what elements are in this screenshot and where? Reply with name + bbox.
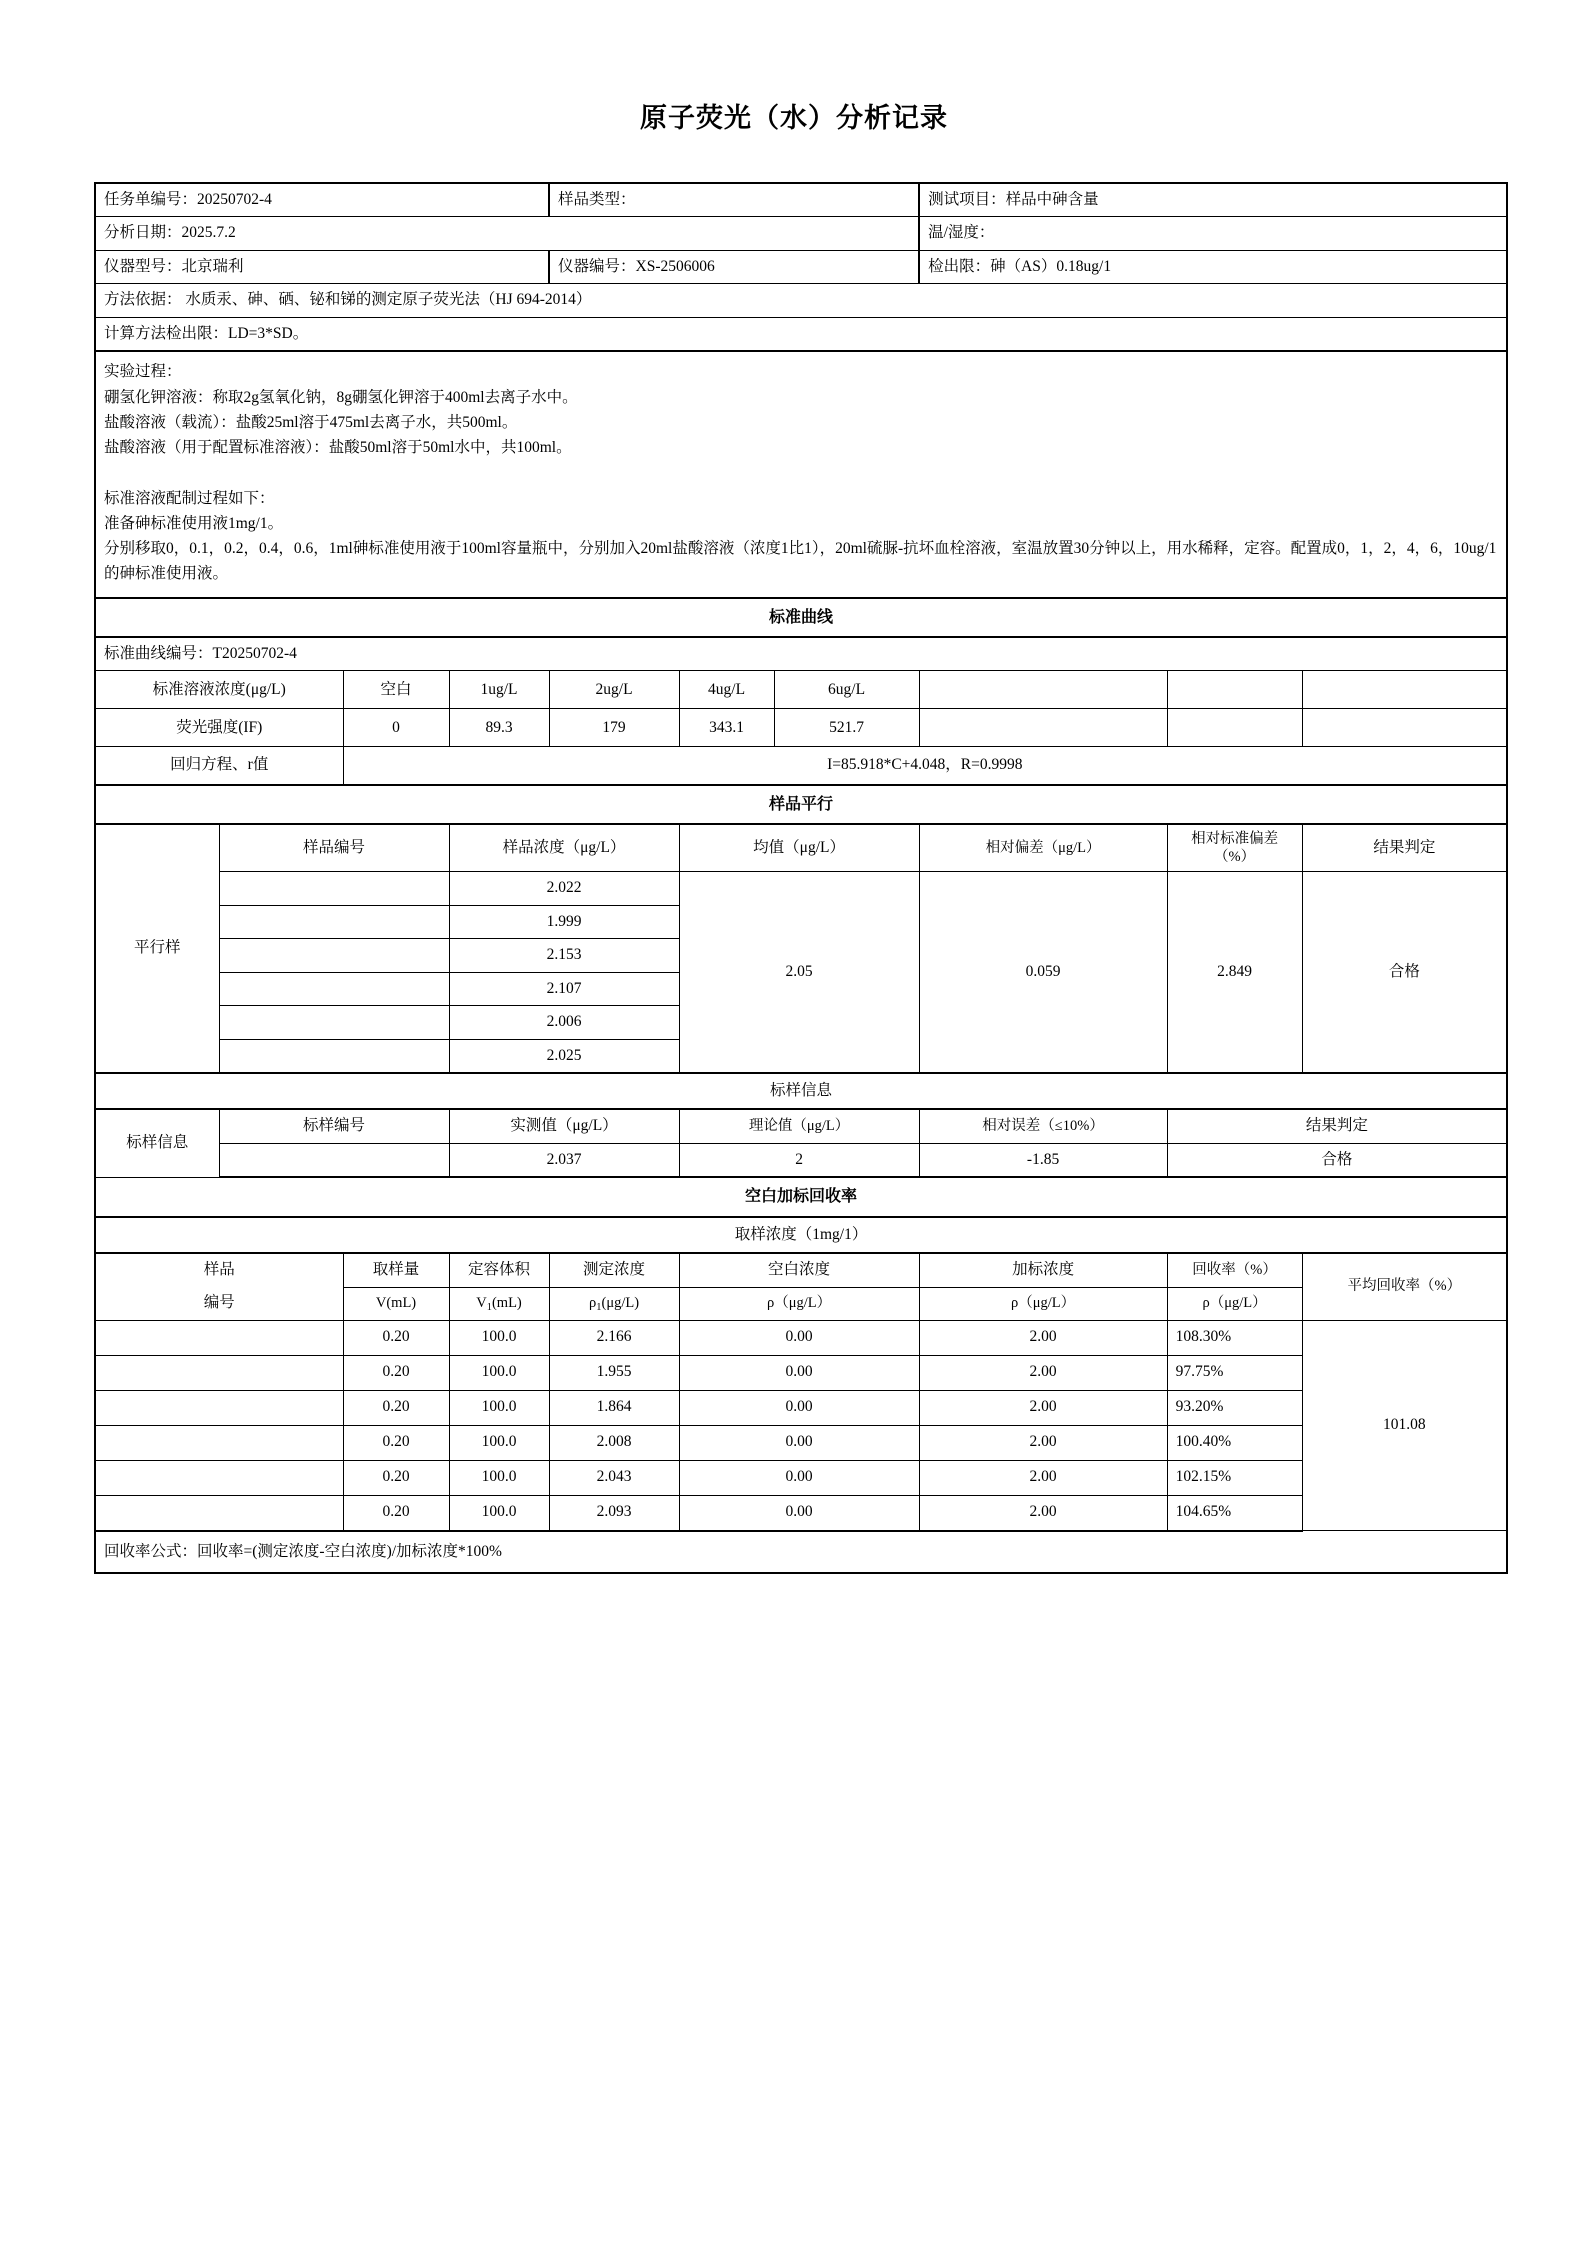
parallel-row-label: 平行样 — [133, 939, 181, 957]
bs-volume-1: 100.0 — [481, 1363, 517, 1381]
parallel-sample-no-0 — [220, 872, 449, 904]
bs-spike-5: 2.00 — [1029, 1503, 1057, 1521]
intensity-value-1: 89.3 — [485, 718, 513, 736]
experiment-process-row — [95, 351, 1507, 597]
standard-curve-number-row — [95, 637, 1507, 671]
sample-parallel-section-title: 样品平行 — [769, 795, 834, 813]
std-result-value: 合格 — [1321, 1150, 1353, 1168]
blank-sample-no-label-line1: 样品 — [203, 1261, 235, 1279]
bs-take-2: 0.20 — [382, 1398, 410, 1416]
bs-recovery-0: 108.30% — [1175, 1328, 1232, 1346]
parallel-conc-3: 2.107 — [546, 979, 582, 997]
intensity-value-5 — [920, 723, 1167, 733]
blank-spike-subtitle-row — [95, 1217, 1507, 1253]
blank-spike-header-row-1 — [95, 1253, 1507, 1287]
col-theoretical: 理论值（μg/L） — [748, 1118, 850, 1135]
standard-sample-section-row — [95, 1073, 1507, 1109]
header-row-3 — [95, 250, 1507, 283]
parallel-sample-no-1 — [220, 906, 449, 938]
recovery-formula-label: 回收率公式：回收率=(测定浓度-空白浓度)/加标浓度*100% — [104, 1542, 502, 1560]
col-blank-conc: 空白浓度 — [768, 1261, 831, 1279]
col-std-result: 结果判定 — [1305, 1117, 1368, 1135]
analysis-date-label: 分析日期：2025.7.2 — [104, 224, 236, 242]
temp-humidity-label: 温/湿度： — [928, 224, 995, 242]
parallel-relative-deviation: 0.059 — [1025, 962, 1061, 980]
blank-spike-section-title: 空白加标回收率 — [745, 1188, 858, 1206]
bs-volume-5: 100.0 — [481, 1503, 517, 1521]
intensity-value-0: 0 — [392, 718, 400, 736]
col-recovery: 回收率（%） — [1192, 1261, 1277, 1278]
parallel-conc-2: 2.153 — [546, 946, 582, 964]
bs-take-5: 0.20 — [382, 1503, 410, 1521]
sample-parallel-header-row — [95, 824, 1507, 872]
std-theoretical-value: 2 — [795, 1150, 803, 1168]
unit-recovery: ρ（μg/L） — [1202, 1295, 1267, 1312]
parallel-rsd: 2.849 — [1217, 962, 1253, 980]
bs-blank-0: 0.00 — [785, 1328, 813, 1346]
test-item-label: 测试项目：样品中砷含量 — [928, 191, 1099, 208]
bs-recovery-2: 93.20% — [1175, 1398, 1224, 1416]
unit-spike-conc: ρ（μg/L） — [1011, 1295, 1076, 1312]
bs-avg-recovery: 101.08 — [1383, 1416, 1426, 1434]
col-rsd: 相对标准偏差（%） — [1191, 830, 1279, 866]
col-spike-conc: 加标浓度 — [1012, 1261, 1075, 1279]
bs-sample-no-4 — [96, 1461, 343, 1495]
bs-spike-3: 2.00 — [1029, 1433, 1057, 1451]
bs-blank-1: 0.00 — [785, 1363, 813, 1381]
col-sample-no: 样品编号 — [302, 838, 365, 856]
standard-curve-section-row — [95, 598, 1507, 637]
blank-spike-data-row-5 — [95, 1460, 1507, 1495]
sample-parallel-section-row — [95, 785, 1507, 824]
parallel-conc-0: 2.022 — [546, 879, 582, 897]
parallel-result: 合格 — [1388, 962, 1420, 980]
intensity-value-6 — [1168, 723, 1302, 733]
parallel-conc-5: 2.025 — [546, 1046, 582, 1064]
instrument-model-label: 仪器型号：北京瑞利 — [104, 257, 244, 275]
blank-spike-data-row-1 — [95, 1320, 1507, 1355]
bs-measured-2: 1.864 — [596, 1398, 632, 1416]
parallel-sample-no-5 — [220, 1040, 449, 1072]
standard-sample-row-label: 标样信息 — [126, 1134, 189, 1152]
detection-limit-label: 检出限：砷（AS）0.18ug/1 — [928, 257, 1112, 275]
col-sample-conc: 样品浓度（μg/L） — [502, 838, 626, 856]
method-basis-label: 方法依据： 水质汞、砷、硒、铋和锑的测定原子荧光法（HJ 694-2014） — [104, 291, 592, 309]
bs-sample-no-2 — [96, 1391, 343, 1425]
unit-volume: $V_1(mL)$ — [476, 1294, 522, 1313]
standard-curve-number-label: 标准曲线编号：T20250702-4 — [104, 644, 297, 662]
bs-recovery-5: 104.65% — [1175, 1503, 1232, 1521]
bs-recovery-1: 97.75% — [1175, 1363, 1224, 1381]
col-measured: 实测值（μg/L） — [510, 1117, 618, 1135]
conc-value-0: 空白 — [380, 680, 412, 698]
col-relative-deviation: 相对偏差（μg/L） — [985, 839, 1101, 856]
calc-method-label: 计算方法检出限：LD=3*SD。 — [104, 324, 309, 342]
blank-sample-no-label-line2: 编号 — [203, 1293, 235, 1311]
standard-curve-conc-row — [95, 671, 1507, 709]
bs-volume-0: 100.0 — [481, 1328, 517, 1346]
conc-row-label: 标准溶液浓度(μg/L) — [152, 680, 286, 698]
instrument-number-label: 仪器编号：XS-2506006 — [558, 257, 715, 275]
unit-blank-conc: ρ（μg/L） — [766, 1295, 832, 1312]
conc-value-5 — [920, 685, 1167, 695]
standard-sample-header-row — [95, 1109, 1507, 1143]
page-title: 原子荧光（水）分析记录 — [640, 103, 948, 133]
blank-spike-data-row-4 — [95, 1425, 1507, 1460]
task-number-label: 任务单编号：20250702-4 — [104, 191, 272, 208]
bs-sample-no-5 — [96, 1496, 343, 1530]
bs-volume-3: 100.0 — [481, 1433, 517, 1451]
bs-spike-1: 2.00 — [1029, 1363, 1057, 1381]
col-relative-error: 相对误差（≤10%） — [982, 1118, 1104, 1135]
unit-measured-conc: $\rho_1(\mu g/L)$ — [589, 1294, 640, 1313]
recovery-formula-row — [95, 1531, 1507, 1573]
col-std-no: 标样编号 — [302, 1117, 365, 1135]
intensity-row-label: 荧光强度(IF) — [176, 718, 263, 736]
bs-recovery-3: 100.40% — [1175, 1433, 1232, 1451]
bs-measured-3: 2.008 — [596, 1433, 632, 1451]
parallel-conc-4: 2.006 — [546, 1013, 582, 1031]
conc-value-3: 4ug/L — [708, 680, 746, 698]
std-measured-value: 2.037 — [546, 1150, 582, 1168]
col-measured-conc: 测定浓度 — [583, 1261, 646, 1279]
header-row-2 — [95, 217, 1507, 250]
regression-row — [95, 747, 1507, 785]
intensity-value-2: 179 — [602, 718, 626, 736]
conc-value-7 — [1303, 685, 1507, 695]
bs-measured-1: 1.955 — [596, 1363, 632, 1381]
parallel-sample-no-2 — [220, 939, 449, 971]
parallel-data-row-1 — [95, 872, 1507, 905]
conc-value-2: 2ug/L — [595, 680, 633, 698]
analysis-record-sheet — [94, 182, 1506, 1574]
regression-value: I=85.918*C+4.048，R=0.9998 — [827, 756, 1023, 774]
bs-take-4: 0.20 — [382, 1468, 410, 1486]
col-volume: 定容体积 — [468, 1261, 531, 1279]
standard-curve-intensity-row — [95, 709, 1507, 747]
parallel-conc-1: 1.999 — [546, 912, 582, 930]
bs-blank-3: 0.00 — [785, 1433, 813, 1451]
std-no-value — [220, 1144, 449, 1176]
std-relative-error-value: -1.85 — [1026, 1150, 1060, 1168]
bs-recovery-4: 102.15% — [1175, 1468, 1232, 1486]
parallel-sample-no-4 — [220, 1006, 449, 1038]
header-row-4 — [95, 284, 1507, 317]
main-table — [94, 182, 1508, 1574]
conc-value-1: 1ug/L — [480, 680, 518, 698]
regression-label: 回归方程、r值 — [170, 756, 269, 774]
bs-blank-4: 0.00 — [785, 1468, 813, 1486]
intensity-value-7 — [1303, 723, 1507, 733]
header-row-1 — [95, 183, 1507, 217]
bs-take-0: 0.20 — [382, 1328, 410, 1346]
bs-volume-4: 100.0 — [481, 1468, 517, 1486]
bs-sample-no-0 — [96, 1321, 343, 1355]
col-mean: 均值（μg/L） — [753, 838, 845, 856]
bs-take-1: 0.20 — [382, 1363, 410, 1381]
standard-curve-section-title: 标准曲线 — [769, 608, 834, 626]
intensity-value-4: 521.7 — [829, 718, 864, 736]
col-avg-recovery: 平均回收率（%） — [1347, 1278, 1462, 1295]
bs-spike-0: 2.00 — [1029, 1328, 1057, 1346]
experiment-process-text: 实验过程： 硼氢化钾溶液：称取2g氢氧化钠，8g硼氢化钾溶于400ml去离子水中。 盐酸溶液（载流）：盐酸25ml溶于475ml去离子水，共500ml。 盐酸溶液（用于配置标准溶液）：盐酸50ml溶于50ml水中，共100ml。 标准溶液配制过程如下： 准备砷标准使用液1mg/1。 分别移取0，0.1，0.2，0.4，0.6，1ml砷标准使用液于100ml容量瓶中，分别加入20ml盐酸溶液（浓度1比1），20ml硫脲-抗坏血栓溶液，室温放置30分钟以上，用水稀释，定容。配置成0，1，2，4，6，10ug/1的砷标准使用液。 — [104, 363, 1497, 583]
conc-value-4: 6ug/L — [828, 680, 866, 698]
standard-sample-section-title: 标样信息 — [770, 1082, 833, 1099]
blank-spike-subtitle: 取样浓度（1mg/1） — [734, 1225, 868, 1243]
blank-spike-data-row-6 — [95, 1495, 1507, 1531]
bs-sample-no-3 — [96, 1426, 343, 1460]
parallel-mean: 2.05 — [785, 962, 813, 980]
bs-blank-2: 0.00 — [785, 1398, 813, 1416]
blank-spike-data-row-2 — [95, 1355, 1507, 1390]
bs-take-3: 0.20 — [382, 1433, 410, 1451]
col-take-amount: 取样量 — [372, 1261, 420, 1279]
header-row-5 — [95, 317, 1507, 351]
col-result: 结果判定 — [1373, 838, 1436, 856]
standard-sample-data-row — [95, 1143, 1507, 1177]
bs-sample-no-1 — [96, 1356, 343, 1390]
sample-type-label: 样品类型： — [558, 191, 636, 208]
blank-spike-data-row-3 — [95, 1390, 1507, 1425]
intensity-value-3: 343.1 — [709, 718, 744, 736]
parallel-sample-no-3 — [220, 973, 449, 1005]
bs-blank-5: 0.00 — [785, 1503, 813, 1521]
blank-spike-section-row — [95, 1177, 1507, 1216]
bs-measured-0: 2.166 — [596, 1328, 632, 1346]
unit-take-amount: V(mL) — [375, 1295, 417, 1312]
bs-spike-2: 2.00 — [1029, 1398, 1057, 1416]
bs-measured-4: 2.043 — [596, 1468, 632, 1486]
bs-volume-2: 100.0 — [481, 1398, 517, 1416]
conc-value-6 — [1168, 685, 1302, 695]
bs-spike-4: 2.00 — [1029, 1468, 1057, 1486]
bs-measured-5: 2.093 — [596, 1503, 632, 1521]
